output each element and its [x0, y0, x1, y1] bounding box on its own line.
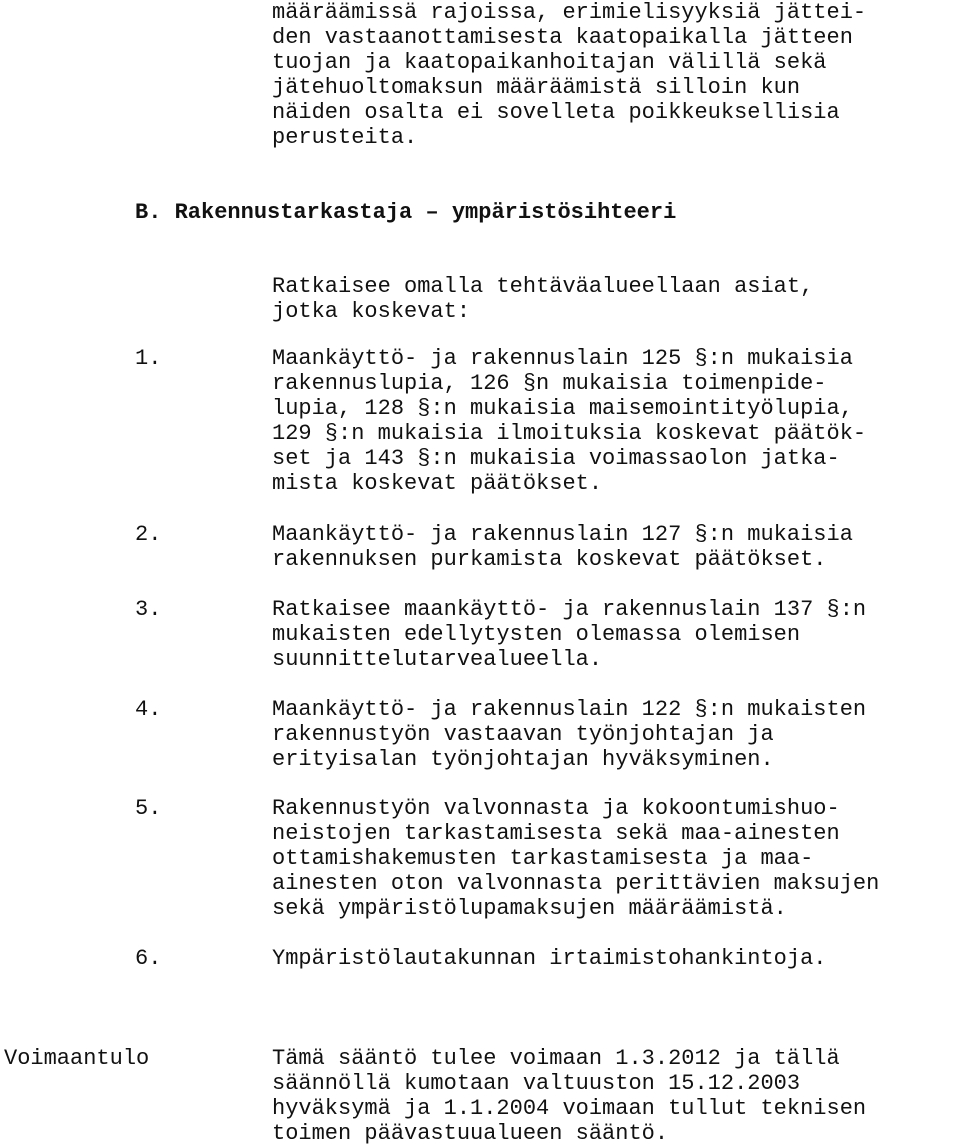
section-lead: [272, 274, 813, 324]
item-number: 2.: [135, 522, 162, 547]
lead-line: jotka koskevat:: [272, 299, 471, 324]
item-line: sekä ympäristölupamaksujen määräämistä.: [272, 896, 787, 921]
item-line: erityisalan työnjohtajan hyväksyminen.: [272, 747, 774, 772]
item-line: lupia, 128 §:n mukaisia maisemointityölupia,: [272, 396, 853, 421]
footer-line: Tämä sääntö tulee voimaan 1.3.2012 ja tällä: [272, 1046, 840, 1071]
item-text: [272, 597, 866, 672]
item-line: Maankäyttö- ja rakennuslain 122 §:n mukaisten: [272, 697, 867, 722]
item-text: [272, 796, 879, 921]
item-line: mista koskevat päätökset.: [272, 471, 603, 496]
item-number: 6.: [135, 946, 162, 971]
item-line: Ratkaisee maankäyttö- ja rakennuslain 137 §:n: [272, 597, 867, 622]
footer-label: Voimaantulo: [4, 1046, 150, 1071]
lead-line: Ratkaisee omalla tehtäväalueellaan asiat,: [272, 274, 814, 299]
item-line: set ja 143 §:n mukaisia voimassaolon jatka-: [272, 446, 840, 471]
item-line: 129 §:n mukaisia ilmoituksia koskevat päätök-: [272, 421, 867, 446]
item-number: 4.: [135, 697, 162, 722]
item-number: 3.: [135, 597, 162, 622]
footer-line: toimen päävastuualueen sääntö.: [272, 1121, 669, 1146]
item-line: rakennuksen purkamista koskevat päätökset.: [272, 547, 827, 572]
item-line: neistojen tarkastamisesta sekä maa-ainesten: [272, 821, 840, 846]
intro-line: tuojan ja kaatopaikanhoitajan välillä sekä: [272, 50, 827, 75]
item-text: [272, 522, 853, 572]
footer-line: hyväksymä ja 1.1.2004 voimaan tullut teknisen: [272, 1096, 867, 1121]
item-text: [272, 346, 866, 496]
item-line: Rakennustyön valvonnasta ja kokoontumishuo-: [272, 796, 840, 821]
intro-line: den vastaanottamisesta kaatopaikalla jätteen: [272, 25, 853, 50]
item-line: Maankäyttö- ja rakennuslain 125 §:n mukaisia: [272, 346, 853, 371]
intro-paragraph: [272, 0, 866, 150]
item-text: [272, 697, 866, 772]
item-line: ottamishakemusten tarkastamisesta ja maa-: [272, 846, 814, 871]
item-line: suunnittelutarvealueella.: [272, 647, 603, 672]
intro-line: määräämissä rajoissa, erimielisyyksiä jättei-: [272, 0, 867, 25]
item-line: Ympäristölautakunnan irtaimistohankintoja.: [272, 946, 827, 971]
footer-line: säännöllä kumotaan valtuuston 15.12.2003: [272, 1071, 801, 1096]
intro-line: perusteita.: [272, 125, 418, 150]
item-line: mukaisten edellytysten olemassa olemisen: [272, 622, 801, 647]
item-line: rakennustyön vastaavan työnjohtajan ja: [272, 722, 774, 747]
item-text: [272, 946, 827, 971]
item-number: 5.: [135, 796, 162, 821]
item-line: Maankäyttö- ja rakennuslain 127 §:n mukaisia: [272, 522, 853, 547]
intro-line: jätehuoltomaksun määräämistä silloin kun: [272, 75, 801, 100]
item-line: rakennuslupia, 126 §n mukaisia toimenpide-: [272, 371, 827, 396]
item-number: 1.: [135, 346, 162, 371]
intro-line: näiden osalta ei sovelleta poikkeuksellisia: [272, 100, 840, 125]
section-heading-text: B. Rakennustarkastaja – ympäristösihteeri: [135, 200, 677, 225]
item-line: ainesten oton valvonnasta perittävien maksujen: [272, 871, 880, 896]
footer-text: [272, 1046, 866, 1146]
section-heading: [135, 200, 676, 225]
